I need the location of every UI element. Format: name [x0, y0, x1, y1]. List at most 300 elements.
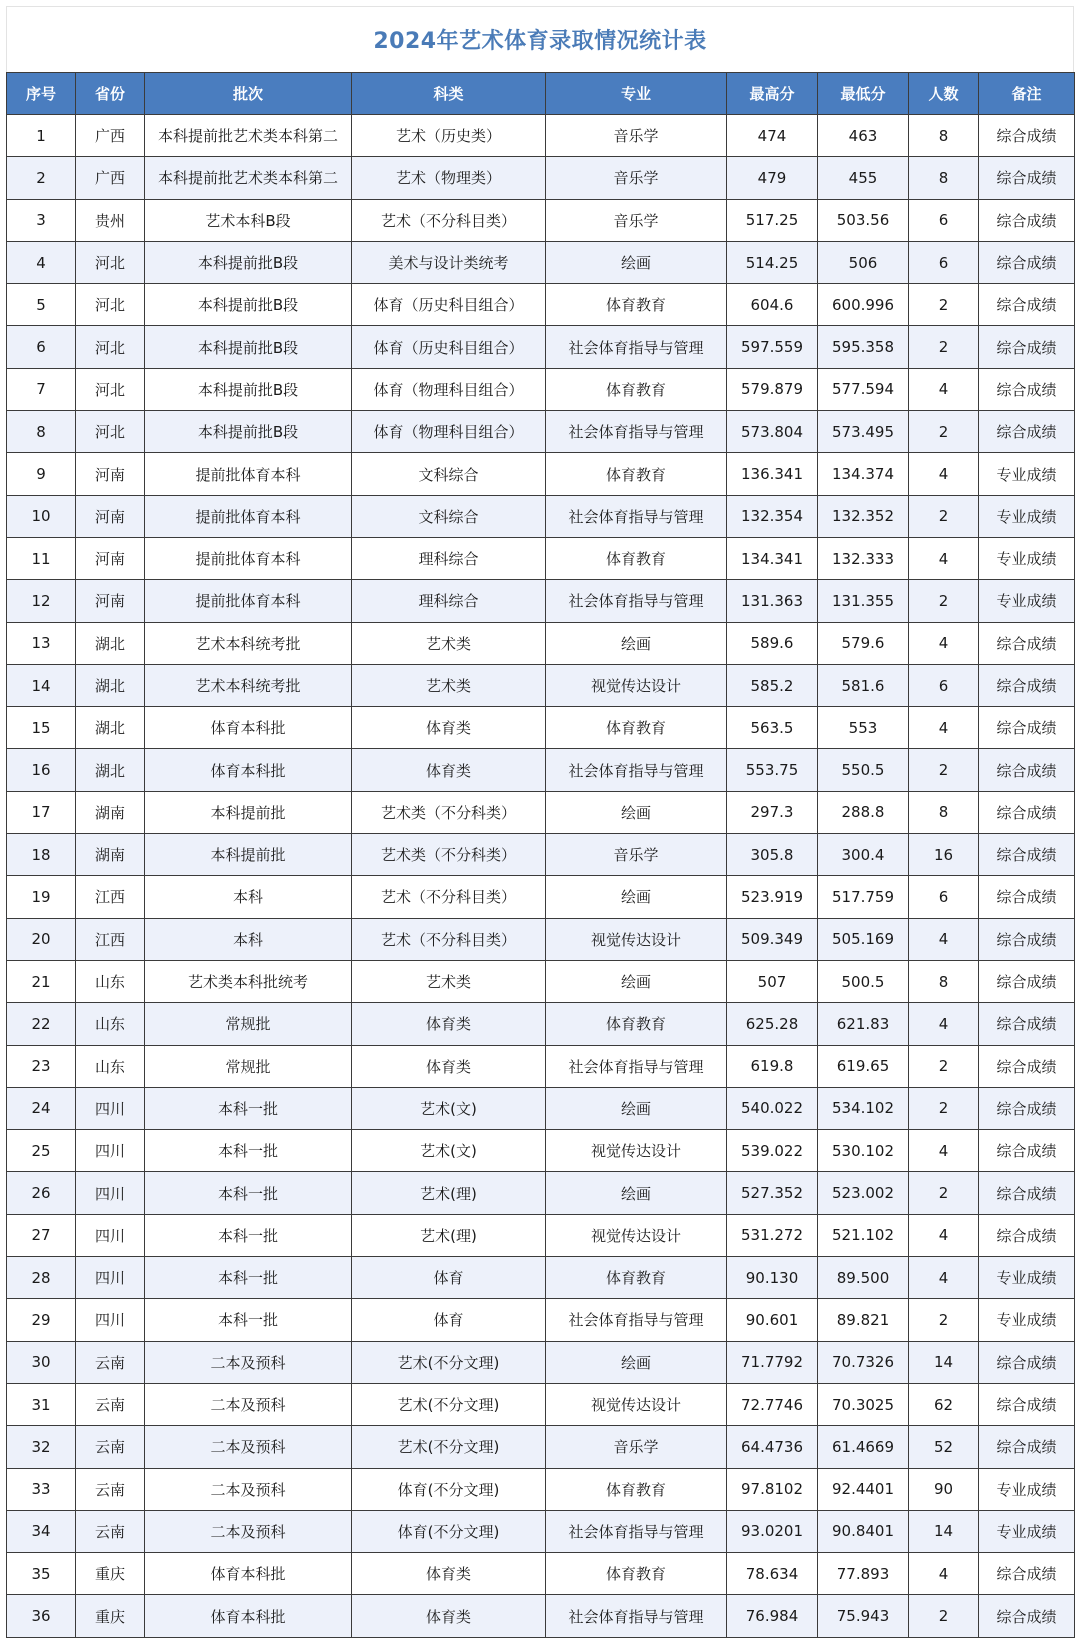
max-score-cell: 72.7746 — [727, 1383, 818, 1425]
min-score-cell: 75.943 — [818, 1595, 909, 1637]
max-score-cell: 90.130 — [727, 1257, 818, 1299]
category-cell: 体育类 — [352, 707, 546, 749]
remark-cell: 综合成绩 — [979, 749, 1075, 791]
remark-cell: 综合成绩 — [979, 876, 1075, 918]
remark-cell: 专业成绩 — [979, 453, 1075, 495]
batch-cell: 常规批 — [145, 1003, 352, 1045]
min-score-cell: 505.169 — [818, 918, 909, 960]
batch-cell: 本科提前批B段 — [145, 241, 352, 283]
category-cell: 文科综合 — [352, 453, 546, 495]
index-cell: 36 — [7, 1595, 76, 1637]
category-cell: 艺术(文) — [352, 1087, 546, 1129]
min-score-cell: 300.4 — [818, 834, 909, 876]
column-header-remark: 备注 — [979, 73, 1075, 115]
major-cell: 音乐学 — [546, 834, 727, 876]
category-cell: 艺术（不分科目类） — [352, 918, 546, 960]
max-score-cell: 509.349 — [727, 918, 818, 960]
batch-cell: 体育本科批 — [145, 707, 352, 749]
category-cell: 艺术（不分科目类） — [352, 199, 546, 241]
index-cell: 8 — [7, 411, 76, 453]
max-score-cell: 71.7792 — [727, 1341, 818, 1383]
min-score-cell: 619.65 — [818, 1045, 909, 1087]
max-score-cell: 90.601 — [727, 1299, 818, 1341]
major-cell: 绘画 — [546, 1172, 727, 1214]
min-score-cell: 573.495 — [818, 411, 909, 453]
max-score-cell: 553.75 — [727, 749, 818, 791]
count-cell: 4 — [909, 707, 979, 749]
province-cell: 河北 — [76, 284, 145, 326]
major-cell: 体育教育 — [546, 1003, 727, 1045]
index-cell: 25 — [7, 1130, 76, 1172]
remark-cell: 综合成绩 — [979, 1553, 1075, 1595]
max-score-cell: 76.984 — [727, 1595, 818, 1637]
province-cell: 重庆 — [76, 1553, 145, 1595]
remark-cell: 综合成绩 — [979, 960, 1075, 1002]
batch-cell: 本科 — [145, 876, 352, 918]
remark-cell: 综合成绩 — [979, 1214, 1075, 1256]
category-cell: 艺术（物理类） — [352, 157, 546, 199]
province-cell: 江西 — [76, 876, 145, 918]
remark-cell: 综合成绩 — [979, 1383, 1075, 1425]
major-cell: 音乐学 — [546, 1426, 727, 1468]
column-header-batch: 批次 — [145, 73, 352, 115]
statistics-sheet — [6, 6, 1074, 1637]
batch-cell: 常规批 — [145, 1045, 352, 1087]
min-score-cell: 89.500 — [818, 1257, 909, 1299]
province-cell: 云南 — [76, 1341, 145, 1383]
max-score-cell: 589.6 — [727, 622, 818, 664]
table-row — [7, 1257, 1075, 1299]
remark-cell: 综合成绩 — [979, 1003, 1075, 1045]
province-cell: 四川 — [76, 1257, 145, 1299]
remark-cell: 综合成绩 — [979, 918, 1075, 960]
province-cell: 湖北 — [76, 664, 145, 706]
province-cell: 云南 — [76, 1468, 145, 1510]
category-cell: 艺术(理) — [352, 1172, 546, 1214]
province-cell: 山东 — [76, 960, 145, 1002]
min-score-cell: 534.102 — [818, 1087, 909, 1129]
batch-cell: 艺术类本科批统考 — [145, 960, 352, 1002]
index-cell: 18 — [7, 834, 76, 876]
count-cell: 8 — [909, 157, 979, 199]
max-score-cell: 97.8102 — [727, 1468, 818, 1510]
min-score-cell: 595.358 — [818, 326, 909, 368]
major-cell: 绘画 — [546, 791, 727, 833]
table-row — [7, 580, 1075, 622]
remark-cell: 综合成绩 — [979, 284, 1075, 326]
max-score-cell: 540.022 — [727, 1087, 818, 1129]
max-score-cell: 523.919 — [727, 876, 818, 918]
category-cell: 艺术(不分文理) — [352, 1341, 546, 1383]
index-cell: 14 — [7, 664, 76, 706]
min-score-cell: 131.355 — [818, 580, 909, 622]
batch-cell: 提前批体育本科 — [145, 537, 352, 579]
category-cell: 艺术类 — [352, 960, 546, 1002]
min-score-cell: 577.594 — [818, 368, 909, 410]
count-cell: 2 — [909, 495, 979, 537]
province-cell: 云南 — [76, 1383, 145, 1425]
province-cell: 河北 — [76, 241, 145, 283]
category-cell: 艺术类（不分科类） — [352, 791, 546, 833]
index-cell: 20 — [7, 918, 76, 960]
batch-cell: 本科提前批艺术类本科第二 — [145, 157, 352, 199]
column-header-max-score: 最高分 — [727, 73, 818, 115]
category-cell: 体育类 — [352, 749, 546, 791]
min-score-cell: 553 — [818, 707, 909, 749]
major-cell: 社会体育指导与管理 — [546, 580, 727, 622]
max-score-cell: 531.272 — [727, 1214, 818, 1256]
count-cell: 2 — [909, 411, 979, 453]
max-score-cell: 625.28 — [727, 1003, 818, 1045]
province-cell: 贵州 — [76, 199, 145, 241]
admission-table — [6, 72, 1075, 1638]
major-cell: 绘画 — [546, 1087, 727, 1129]
category-cell: 艺术类 — [352, 622, 546, 664]
table-row — [7, 1510, 1075, 1552]
index-cell: 9 — [7, 453, 76, 495]
max-score-cell: 585.2 — [727, 664, 818, 706]
remark-cell: 综合成绩 — [979, 411, 1075, 453]
major-cell: 体育教育 — [546, 1257, 727, 1299]
major-cell: 绘画 — [546, 876, 727, 918]
batch-cell: 本科一批 — [145, 1130, 352, 1172]
count-cell: 16 — [909, 834, 979, 876]
major-cell: 音乐学 — [546, 157, 727, 199]
index-cell: 17 — [7, 791, 76, 833]
major-cell: 社会体育指导与管理 — [546, 495, 727, 537]
max-score-cell: 527.352 — [727, 1172, 818, 1214]
index-cell: 21 — [7, 960, 76, 1002]
index-cell: 35 — [7, 1553, 76, 1595]
remark-cell: 综合成绩 — [979, 707, 1075, 749]
category-cell: 体育(不分文理) — [352, 1510, 546, 1552]
count-cell: 4 — [909, 1214, 979, 1256]
index-cell: 11 — [7, 537, 76, 579]
min-score-cell: 90.8401 — [818, 1510, 909, 1552]
category-cell: 体育（物理科目组合） — [352, 368, 546, 410]
major-cell: 音乐学 — [546, 199, 727, 241]
table-body — [7, 115, 1075, 1638]
count-cell: 6 — [909, 241, 979, 283]
count-cell: 2 — [909, 580, 979, 622]
column-header-province: 省份 — [76, 73, 145, 115]
max-score-cell: 507 — [727, 960, 818, 1002]
count-cell: 4 — [909, 1003, 979, 1045]
index-cell: 34 — [7, 1510, 76, 1552]
major-cell: 社会体育指导与管理 — [546, 1595, 727, 1637]
major-cell: 视觉传达设计 — [546, 1214, 727, 1256]
batch-cell: 体育本科批 — [145, 1595, 352, 1637]
count-cell: 52 — [909, 1426, 979, 1468]
table-row — [7, 411, 1075, 453]
max-score-cell: 134.341 — [727, 537, 818, 579]
table-row — [7, 241, 1075, 283]
remark-cell: 综合成绩 — [979, 1130, 1075, 1172]
batch-cell: 本科提前批B段 — [145, 326, 352, 368]
batch-cell: 本科一批 — [145, 1172, 352, 1214]
index-cell: 7 — [7, 368, 76, 410]
page-title: 2024年艺术体育录取情况统计表 — [373, 29, 707, 54]
province-cell: 云南 — [76, 1510, 145, 1552]
province-cell: 广西 — [76, 157, 145, 199]
batch-cell: 艺术本科统考批 — [145, 664, 352, 706]
table-row — [7, 1595, 1075, 1637]
table-row — [7, 1130, 1075, 1172]
batch-cell: 本科提前批B段 — [145, 284, 352, 326]
table-row — [7, 918, 1075, 960]
count-cell: 2 — [909, 1087, 979, 1129]
max-score-cell: 619.8 — [727, 1045, 818, 1087]
min-score-cell: 70.3025 — [818, 1383, 909, 1425]
column-header-min-score: 最低分 — [818, 73, 909, 115]
category-cell: 体育 — [352, 1257, 546, 1299]
min-score-cell: 463 — [818, 115, 909, 157]
count-cell: 14 — [909, 1341, 979, 1383]
min-score-cell: 550.5 — [818, 749, 909, 791]
count-cell: 2 — [909, 1045, 979, 1087]
remark-cell: 专业成绩 — [979, 495, 1075, 537]
min-score-cell: 523.002 — [818, 1172, 909, 1214]
major-cell: 视觉传达设计 — [546, 918, 727, 960]
category-cell: 美术与设计类统考 — [352, 241, 546, 283]
remark-cell: 专业成绩 — [979, 1510, 1075, 1552]
category-cell: 艺术(不分文理) — [352, 1426, 546, 1468]
min-score-cell: 132.333 — [818, 537, 909, 579]
batch-cell: 本科一批 — [145, 1214, 352, 1256]
table-row — [7, 1299, 1075, 1341]
table-row — [7, 1553, 1075, 1595]
table-row — [7, 326, 1075, 368]
index-cell: 10 — [7, 495, 76, 537]
remark-cell: 综合成绩 — [979, 326, 1075, 368]
max-score-cell: 132.354 — [727, 495, 818, 537]
remark-cell: 综合成绩 — [979, 834, 1075, 876]
table-row — [7, 537, 1075, 579]
province-cell: 广西 — [76, 115, 145, 157]
min-score-cell: 581.6 — [818, 664, 909, 706]
major-cell: 体育教育 — [546, 1553, 727, 1595]
table-row — [7, 157, 1075, 199]
category-cell: 艺术（历史类） — [352, 115, 546, 157]
major-cell: 体育教育 — [546, 453, 727, 495]
table-row — [7, 876, 1075, 918]
table-row — [7, 368, 1075, 410]
category-cell: 艺术类 — [352, 664, 546, 706]
count-cell: 4 — [909, 453, 979, 495]
table-row — [7, 707, 1075, 749]
table-row — [7, 834, 1075, 876]
min-score-cell: 77.893 — [818, 1553, 909, 1595]
batch-cell: 二本及预科 — [145, 1341, 352, 1383]
index-cell: 2 — [7, 157, 76, 199]
province-cell: 河南 — [76, 537, 145, 579]
remark-cell: 综合成绩 — [979, 241, 1075, 283]
batch-cell: 体育本科批 — [145, 1553, 352, 1595]
province-cell: 四川 — [76, 1087, 145, 1129]
index-cell: 31 — [7, 1383, 76, 1425]
major-cell: 音乐学 — [546, 115, 727, 157]
table-row — [7, 1214, 1075, 1256]
major-cell: 视觉传达设计 — [546, 1383, 727, 1425]
min-score-cell: 506 — [818, 241, 909, 283]
table-row — [7, 1172, 1075, 1214]
province-cell: 云南 — [76, 1426, 145, 1468]
max-score-cell: 597.559 — [727, 326, 818, 368]
table-row — [7, 1003, 1075, 1045]
remark-cell: 综合成绩 — [979, 157, 1075, 199]
province-cell: 山东 — [76, 1045, 145, 1087]
table-row — [7, 199, 1075, 241]
index-cell: 15 — [7, 707, 76, 749]
index-cell: 12 — [7, 580, 76, 622]
category-cell: 体育（历史科目组合） — [352, 326, 546, 368]
category-cell: 艺术(理) — [352, 1214, 546, 1256]
index-cell: 23 — [7, 1045, 76, 1087]
max-score-cell: 514.25 — [727, 241, 818, 283]
count-cell: 2 — [909, 1299, 979, 1341]
min-score-cell: 621.83 — [818, 1003, 909, 1045]
table-row — [7, 1087, 1075, 1129]
province-cell: 湖北 — [76, 749, 145, 791]
remark-cell: 专业成绩 — [979, 1257, 1075, 1299]
min-score-cell: 503.56 — [818, 199, 909, 241]
min-score-cell: 132.352 — [818, 495, 909, 537]
remark-cell: 综合成绩 — [979, 664, 1075, 706]
category-cell: 体育类 — [352, 1553, 546, 1595]
major-cell: 绘画 — [546, 241, 727, 283]
province-cell: 重庆 — [76, 1595, 145, 1637]
remark-cell: 综合成绩 — [979, 1087, 1075, 1129]
province-cell: 四川 — [76, 1172, 145, 1214]
table-row — [7, 1045, 1075, 1087]
count-cell: 2 — [909, 284, 979, 326]
index-cell: 5 — [7, 284, 76, 326]
table-header-row — [7, 73, 1075, 115]
index-cell: 32 — [7, 1426, 76, 1468]
major-cell: 体育教育 — [546, 368, 727, 410]
batch-cell: 二本及预科 — [145, 1383, 352, 1425]
count-cell: 8 — [909, 960, 979, 1002]
index-cell: 24 — [7, 1087, 76, 1129]
remark-cell: 综合成绩 — [979, 1045, 1075, 1087]
remark-cell: 综合成绩 — [979, 368, 1075, 410]
remark-cell: 综合成绩 — [979, 1172, 1075, 1214]
remark-cell: 综合成绩 — [979, 1426, 1075, 1468]
category-cell: 体育 — [352, 1299, 546, 1341]
province-cell: 湖南 — [76, 834, 145, 876]
table-row — [7, 1383, 1075, 1425]
count-cell: 4 — [909, 1553, 979, 1595]
max-score-cell: 573.804 — [727, 411, 818, 453]
category-cell: 体育（历史科目组合） — [352, 284, 546, 326]
index-cell: 27 — [7, 1214, 76, 1256]
batch-cell: 二本及预科 — [145, 1426, 352, 1468]
count-cell: 6 — [909, 664, 979, 706]
table-row — [7, 749, 1075, 791]
batch-cell: 艺术本科统考批 — [145, 622, 352, 664]
major-cell: 体育教育 — [546, 537, 727, 579]
batch-cell: 本科提前批艺术类本科第二 — [145, 115, 352, 157]
count-cell: 2 — [909, 749, 979, 791]
table-row — [7, 1468, 1075, 1510]
min-score-cell: 61.4669 — [818, 1426, 909, 1468]
max-score-cell: 305.8 — [727, 834, 818, 876]
category-cell: 体育(不分文理) — [352, 1468, 546, 1510]
max-score-cell: 563.5 — [727, 707, 818, 749]
major-cell: 绘画 — [546, 960, 727, 1002]
major-cell: 视觉传达设计 — [546, 664, 727, 706]
major-cell: 体育教育 — [546, 707, 727, 749]
count-cell: 4 — [909, 622, 979, 664]
count-cell: 6 — [909, 876, 979, 918]
count-cell: 90 — [909, 1468, 979, 1510]
index-cell: 13 — [7, 622, 76, 664]
batch-cell: 二本及预科 — [145, 1468, 352, 1510]
table-row — [7, 664, 1075, 706]
count-cell: 8 — [909, 791, 979, 833]
table-row — [7, 453, 1075, 495]
batch-cell: 本科一批 — [145, 1087, 352, 1129]
category-cell: 艺术(不分文理) — [352, 1383, 546, 1425]
major-cell: 社会体育指导与管理 — [546, 1045, 727, 1087]
category-cell: 文科综合 — [352, 495, 546, 537]
major-cell: 绘画 — [546, 622, 727, 664]
province-cell: 四川 — [76, 1214, 145, 1256]
remark-cell: 综合成绩 — [979, 115, 1075, 157]
index-cell: 22 — [7, 1003, 76, 1045]
category-cell: 体育类 — [352, 1003, 546, 1045]
category-cell: 艺术(文) — [352, 1130, 546, 1172]
remark-cell: 综合成绩 — [979, 622, 1075, 664]
province-cell: 河南 — [76, 453, 145, 495]
province-cell: 山东 — [76, 1003, 145, 1045]
column-header-major: 专业 — [546, 73, 727, 115]
category-cell: 艺术类（不分科类） — [352, 834, 546, 876]
column-header-category: 科类 — [352, 73, 546, 115]
min-score-cell: 92.4401 — [818, 1468, 909, 1510]
column-header-count: 人数 — [909, 73, 979, 115]
province-cell: 四川 — [76, 1130, 145, 1172]
batch-cell: 艺术本科B段 — [145, 199, 352, 241]
index-cell: 1 — [7, 115, 76, 157]
min-score-cell: 455 — [818, 157, 909, 199]
min-score-cell: 530.102 — [818, 1130, 909, 1172]
remark-cell: 综合成绩 — [979, 1595, 1075, 1637]
province-cell: 湖北 — [76, 622, 145, 664]
max-score-cell: 136.341 — [727, 453, 818, 495]
index-cell: 19 — [7, 876, 76, 918]
remark-cell: 专业成绩 — [979, 1299, 1075, 1341]
index-cell: 6 — [7, 326, 76, 368]
province-cell: 四川 — [76, 1299, 145, 1341]
province-cell: 河北 — [76, 411, 145, 453]
province-cell: 湖南 — [76, 791, 145, 833]
max-score-cell: 64.4736 — [727, 1426, 818, 1468]
min-score-cell: 517.759 — [818, 876, 909, 918]
remark-cell: 专业成绩 — [979, 537, 1075, 579]
index-cell: 28 — [7, 1257, 76, 1299]
title-row — [6, 6, 1074, 72]
index-cell: 33 — [7, 1468, 76, 1510]
count-cell: 2 — [909, 1172, 979, 1214]
index-cell: 29 — [7, 1299, 76, 1341]
batch-cell: 提前批体育本科 — [145, 495, 352, 537]
batch-cell: 本科提前批B段 — [145, 411, 352, 453]
min-score-cell: 134.374 — [818, 453, 909, 495]
index-cell: 30 — [7, 1341, 76, 1383]
index-cell: 3 — [7, 199, 76, 241]
province-cell: 河北 — [76, 368, 145, 410]
